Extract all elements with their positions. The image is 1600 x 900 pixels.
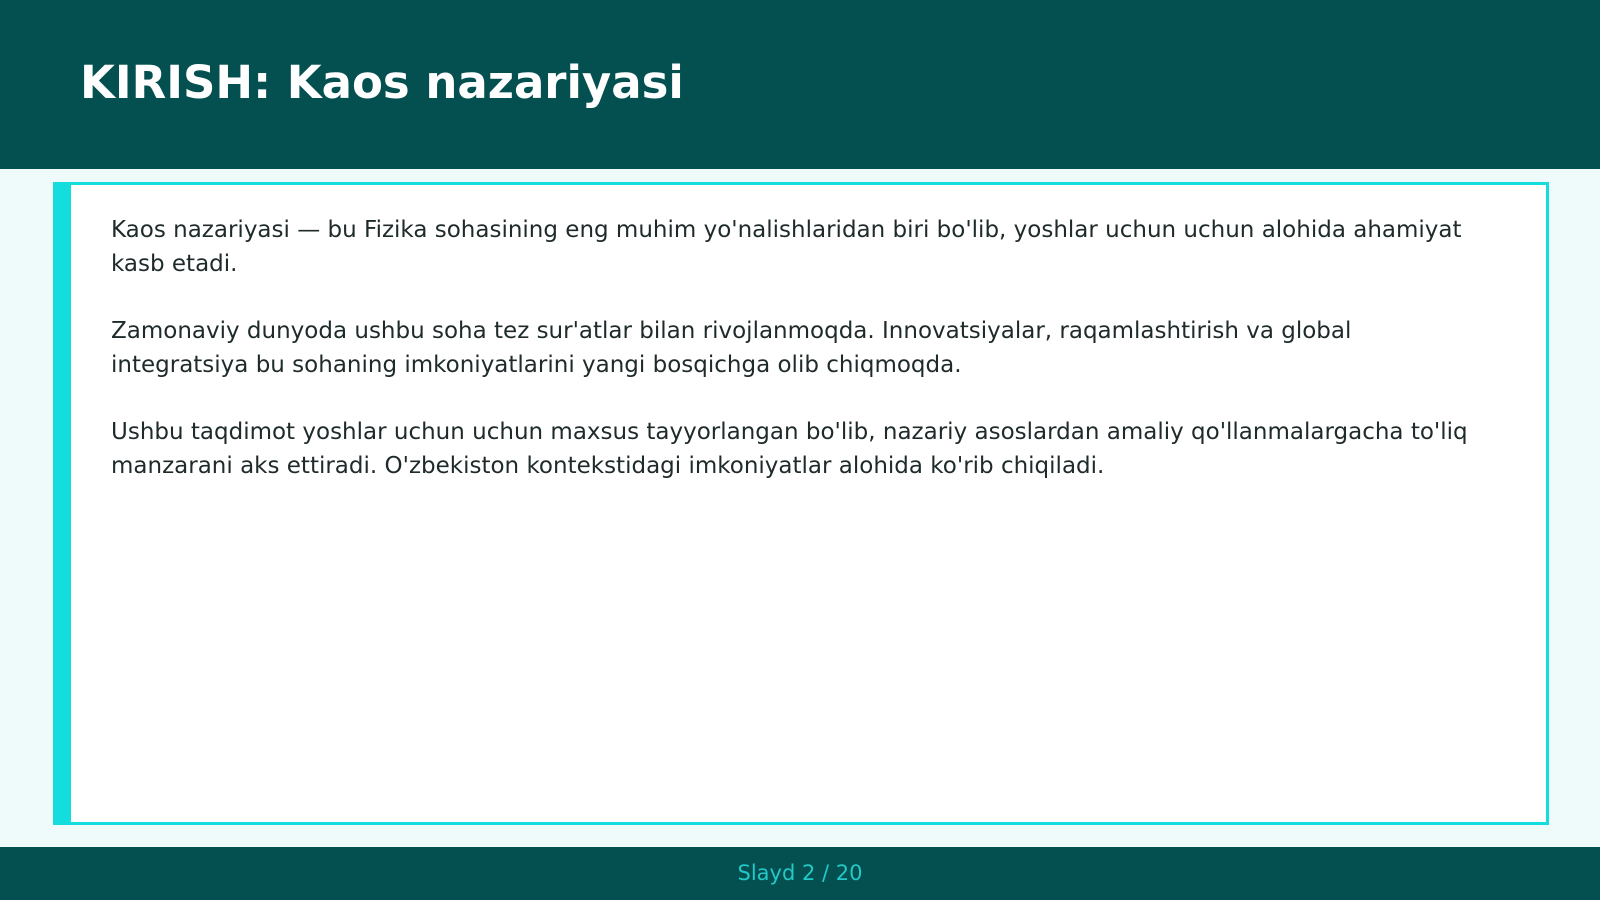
slide-title: KIRISH: Kaos nazariyasi [80, 56, 684, 109]
intro-paragraph: Kaos nazariyasi — bu Fizika sohasining eng muhim yo'nalishlaridan biri bo'lib, yoshlar uchun uchun alohida ahamiyat kasb etadi. [111, 217, 1462, 277]
content-panel [53, 182, 1549, 825]
presentation-purpose-paragraph: Ushbu taqdimot yoshlar uchun uchun maxsus tayyorlangan bo'lib, nazariy asoslardan amaliy qo'llanmalargacha to'liq manzarani aks ettiradi. O'zbekiston kontekstidagi imkoniyatlar alohida ko'rib chiqiladi. [111, 419, 1468, 479]
slide-header [0, 0, 1600, 169]
slide-number: Slayd 2 / 20 [737, 861, 863, 885]
content-text [111, 213, 1491, 516]
modern-world-paragraph: Zamonaviy dunyoda ushbu soha tez sur'atlar bilan rivojlanmoqda. Innovatsiyalar, raqamlashtirish va global integratsiya bu sohaning imkoniyatlarini yangi bosqichga olib chiqmoqda. [111, 318, 1352, 378]
slide-footer [0, 847, 1600, 900]
